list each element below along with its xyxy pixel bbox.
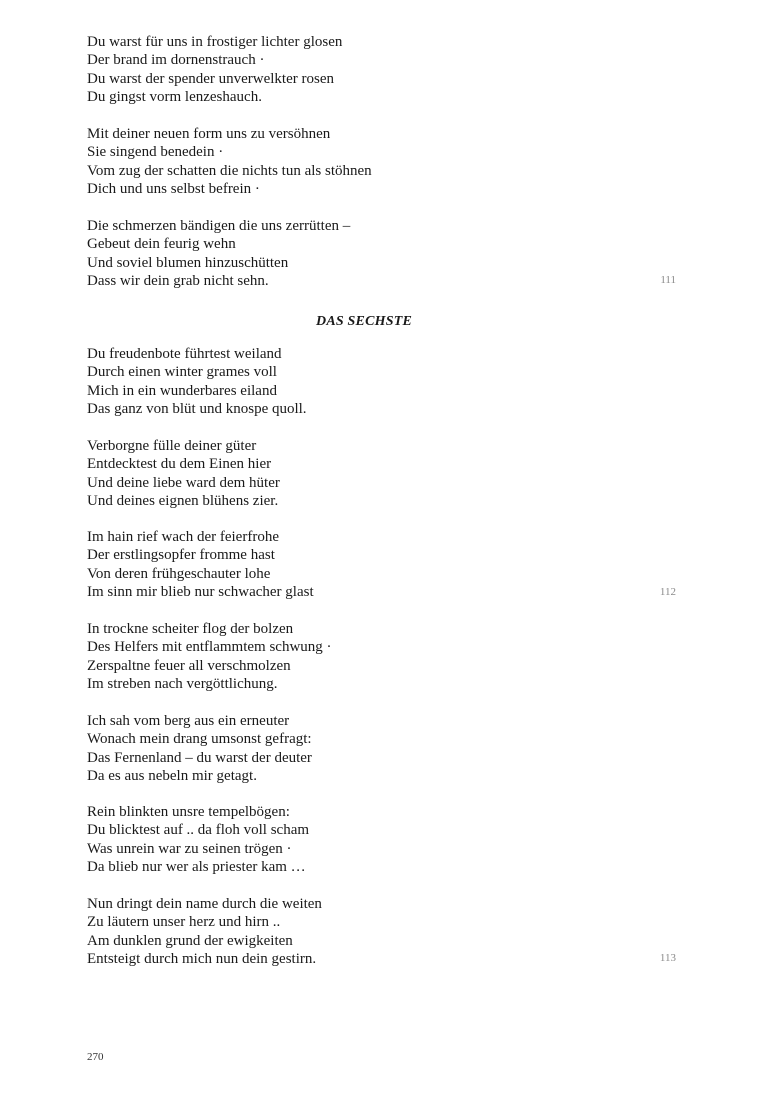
verse-line: Der erstlingsopfer fromme hast	[87, 547, 275, 564]
verse-line: Von deren frühgeschauter lohe	[87, 565, 271, 582]
stanza	[87, 437, 647, 511]
verse-line: Da blieb nur wer als priester kam …	[87, 859, 306, 876]
verse-line: Vom zug der schatten die nichts tun als stöhnen	[87, 162, 372, 179]
verse-line: Du warst für uns in frostiger lichter glosen	[87, 34, 343, 50]
verse-line: Du freudenbote führtest weiland	[87, 346, 282, 362]
verse-line: Mich in ein wunderbares eiland	[87, 382, 277, 399]
stanza	[87, 217, 647, 291]
verse-line: Entdecktest du dem Einen hier	[87, 456, 272, 473]
verse-line: Und deine liebe ward dem hüter	[87, 474, 280, 491]
verse-line: Mit deiner neuen form uns zu versöhnen	[87, 126, 331, 142]
verse-line: Des Helfers mit entflammtem schwung ·	[87, 639, 332, 656]
verse-line: Entsteigt durch mich nun dein gestirn.	[87, 951, 317, 968]
verse-line: Im sinn mir blieb nur schwacher glast	[87, 584, 314, 601]
verse-line: Am dunklen grund der ewigkeiten	[87, 932, 293, 949]
stanza	[87, 620, 647, 694]
stanza	[87, 33, 647, 107]
line-number: 111	[660, 274, 676, 286]
verse-line: Da es aus nebeln mir getagt.	[87, 768, 257, 785]
line-number: 113	[659, 952, 676, 964]
stanza	[87, 528, 647, 602]
verse-line: Zerspaltne feuer all verschmolzen	[87, 657, 291, 674]
verse-line: Du gingst vorm lenzeshauch.	[87, 89, 262, 106]
verse-line: Wonach mein drang umsonst gefragt:	[87, 731, 312, 748]
verse-line: Durch einen winter grames voll	[87, 364, 277, 381]
verse-line: Verborgne fülle deiner güter	[87, 438, 257, 454]
verse-line: Was unrein war zu seinen trögen ·	[87, 840, 292, 857]
verse-line: Und soviel blumen hinzuschütten	[87, 254, 289, 271]
verse-line: Rein blinkten unsre tempelbögen:	[87, 804, 290, 820]
verse-line: Im streben nach vergöttlichung.	[87, 676, 278, 693]
stanza	[87, 803, 647, 877]
line-number: 112	[659, 586, 676, 598]
stanza	[87, 712, 647, 786]
stanza	[87, 895, 647, 969]
verse-line: Dich und uns selbst befrein ·	[87, 181, 260, 198]
verse-line: Das Fernenland – du warst der deuter	[87, 749, 312, 766]
verse-line: Dass wir dein grab nicht sehn.	[87, 273, 269, 290]
poem-title: DAS SECHSTE	[316, 314, 412, 329]
stanza	[87, 345, 647, 419]
verse-line: Und deines eignen blühens zier.	[87, 493, 279, 510]
verse-line: Du warst der spender unverwelkter rosen	[87, 70, 334, 87]
verse-line: Das ganz von blüt und knospe quoll.	[87, 401, 307, 418]
verse-line: In trockne scheiter flog der bolzen	[87, 621, 294, 637]
verse-line: Nun dringt dein name durch die weiten	[87, 896, 322, 912]
verse-line: Sie singend benedein ·	[87, 144, 224, 161]
verse-line: Gebeut dein feurig wehn	[87, 236, 236, 253]
verse-line: Im hain rief wach der feierfrohe	[87, 529, 279, 545]
stanza	[87, 125, 647, 199]
verse-line: Ich sah vom berg aus ein erneuter	[87, 713, 290, 729]
verse-line: Die schmerzen bändigen die uns zerrütten –	[87, 218, 351, 234]
page-number: 270	[87, 1051, 104, 1063]
verse-line: Zu läutern unser herz und hirn ..	[87, 914, 281, 931]
verse-line: Du blicktest auf .. da floh voll scham	[87, 822, 310, 839]
verse-line: Der brand im dornenstrauch ·	[87, 52, 265, 69]
